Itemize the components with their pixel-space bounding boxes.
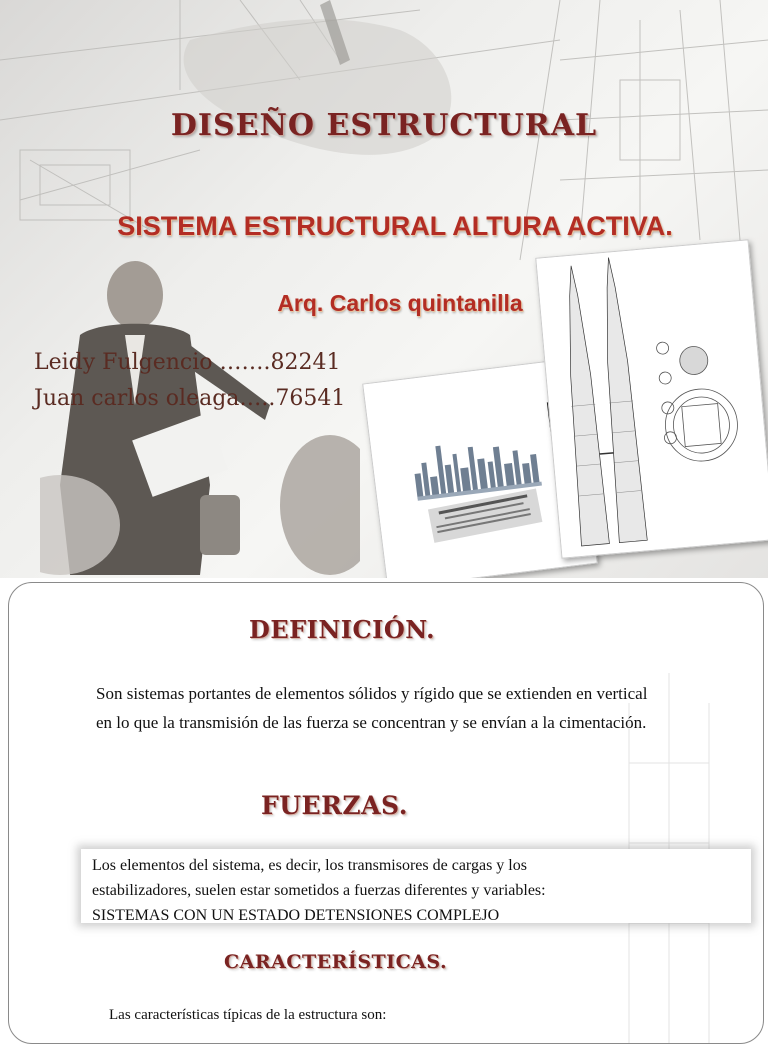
definition-heading: DEFINICIÓN.: [249, 615, 436, 644]
presentation-subtitle: SISTEMA ESTRUCTURAL ALTURA ACTIVA.: [117, 211, 673, 241]
content-slide: [8, 582, 764, 1044]
twin-towers-drawing: [536, 240, 768, 557]
student-entry-1: Leidy Fulgencio …….82241: [34, 350, 341, 375]
towers-plan-thumbnail: [535, 239, 768, 559]
student-entry-2: Juan carlos oleaga…..76541: [34, 386, 346, 411]
forces-text-line-3: SISTEMAS CON UN ESTADO DETENSIONES COMPLEJO: [92, 907, 500, 924]
characteristics-heading: CARACTERÍSTICAS.: [224, 951, 448, 973]
definition-text: Son sistemas portantes de elementos sólidos y rígido que se extienden en vertical en lo que la transmisión de las fuerza se concentran y se envían a la cimentación.: [96, 684, 648, 732]
forces-text-line-2: estabilizadores, suelen estar sometidos a fuerzas diferentes y variables:: [92, 882, 546, 899]
characteristics-text: Las características típicas de la estructura son:: [109, 1007, 387, 1023]
forces-text-line-1: Los elementos del sistema, es decir, los transmisores de cargas y los: [92, 857, 527, 874]
presentation-title: DISEÑO ESTRUCTURAL: [170, 108, 598, 143]
author-name: Arq. Carlos quintanilla: [277, 290, 523, 316]
forces-text: [92, 853, 732, 928]
forces-heading: FUERZAS.: [261, 791, 408, 820]
